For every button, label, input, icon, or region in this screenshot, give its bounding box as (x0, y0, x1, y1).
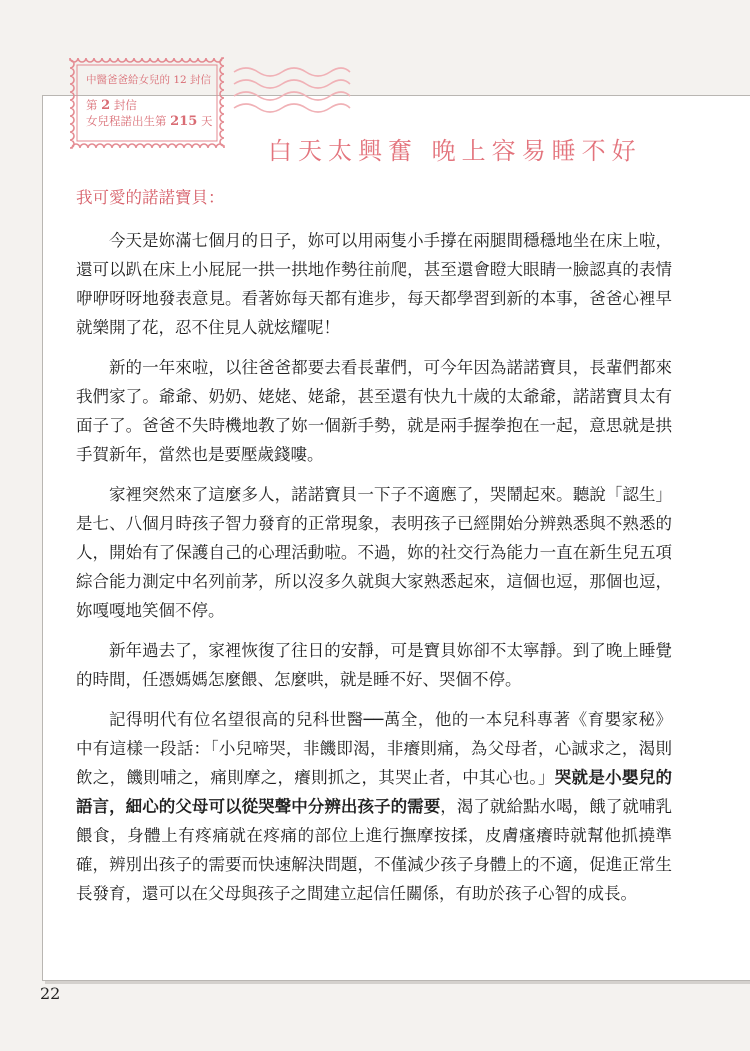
stamp-day-count (86, 113, 212, 129)
postmark-waves-icon (232, 62, 352, 132)
page-number: 22 (40, 984, 61, 1003)
bold-emphasis: 哭就是小嬰兒的語言，細心的父母可以從哭聲中分辨出孩子的需要 (76, 768, 673, 816)
paragraph-last (76, 705, 672, 908)
letter-body (76, 226, 672, 919)
stamp-series: 中醫爸爸給女兒的 12 封信 (86, 74, 212, 86)
chapter-title: 白天太興奮 晚上容易睡不好 (268, 137, 642, 165)
stamp-letter-suffix: 封信 (113, 98, 137, 112)
stamp-letter-num: 2 (101, 98, 111, 113)
stamp-day-suffix: 天 (200, 114, 213, 128)
stamp-day-prefix: 女兒程諾出生第 (86, 114, 167, 128)
stamp-day-num: 215 (170, 114, 198, 129)
paragraph: 新的一年來啦，以往爸爸都要去看長輩們，可今年因為諾諾寶貝，長輩們都來我們家了。爺爺、奶奶、姥姥、姥爺，甚至還有快九十歲的太爺爺，諾諾寶貝太有面子了。爸爸不失時機地教了妳一個新手勢，就是兩手握拳抱在一起，意思就是拱手賀新年，當然也是要壓歲錢嘍。 (76, 358, 672, 464)
stamp-letter-prefix: 第 (86, 98, 98, 112)
paragraph: 家裡突然來了這麼多人，諾諾寶貝一下子不適應了，哭鬧起來。聽說「認生」是七、八個月時孩子智力發育的正常現象，表明孩子已經開始分辨熟悉與不熟悉的人，開始有了保護自己的心理活動啦。不過，妳的社交行為能力一直在新生兒五項綜合能力測定中名列前茅，所以沒多久就與大家熟悉起來，這個也逗，那個也逗，妳嘎嘎地笑個不停。 (76, 485, 672, 620)
stamp-letter-number (86, 97, 137, 113)
paragraph: 新年過去了，家裡恢復了往日的安靜，可是寶貝妳卻不太寧靜。到了晚上睡覺的時間，任憑媽媽怎麼餵、怎麼哄，就是睡不好、哭個不停。 (76, 641, 672, 689)
paragraph: 今天是妳滿七個月的日子，妳可以用兩隻小手撐在兩腿間穩穩地坐在床上啦，還可以趴在床上小屁屁一拱一拱地作勢往前爬，甚至還會瞪大眼睛一臉認真的表情咿咿呀呀地發表意見。看著妳每天都有進步，每天都學習到新的本事，爸爸心裡早就樂開了花，忍不住見人就炫耀呢！ (76, 231, 672, 337)
salutation: 我可愛的諾諾寶貝： (76, 188, 225, 207)
paragraph-text: 記得明代有位名望很高的兒科世醫──萬全，他的一本兒科專著《育嬰家秘》中有這樣一段話：「小兒啼哭，非饑即渴，非癢則痛，為父母者，心誠求之，渴則飲之，饑則哺之，痛則摩之，癢則抓之，其哭止者，中其心也。」 (76, 710, 672, 787)
paragraph-text: ，渴了就給點水喝，餓了就哺乳餵食，身體上有疼痛就在疼痛的部位上進行撫摩按揉，皮膚瘙癢時就幫他抓撓準確，辨別出孩子的需要而快速解決問題，不僅減少孩子身體上的不適，促進正常生長發育，還可以在父母與孩子之間建立起信任關係，有助於孩子心智的成長。 (76, 797, 673, 903)
postage-stamp (64, 52, 230, 154)
